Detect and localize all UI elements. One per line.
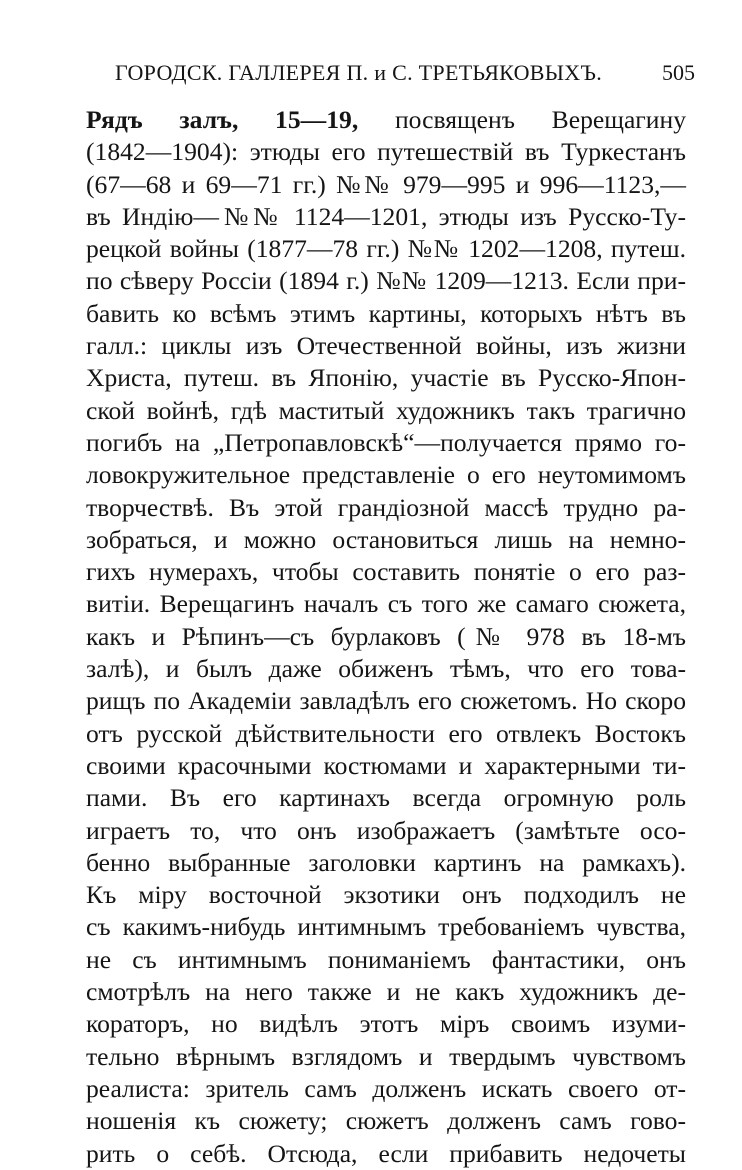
text-line: творчествѣ. Въ этой грандіозной массѣ трудно ра- [86, 492, 686, 522]
text-line: кораторъ, но видѣлъ этотъ міръ своимъ изуми- [86, 1009, 686, 1039]
text-line: пами. Въ его картинахъ всегда огромную роль [86, 783, 686, 813]
text-line: по сѣверу Россіи (1894 г.) №№ 1209—1213. Если при- [86, 266, 686, 296]
text-line: играетъ то, что онъ изображаетъ (замѣтьте осо- [86, 815, 686, 845]
text-line: витіи. Верещагинъ началъ съ того же самаго сюжета, [86, 589, 686, 619]
running-title: ГОРОДСК. ГАЛЛЕРЕЯ П. и С. ТРЕТЬЯКОВЫХЪ. [115, 60, 603, 85]
text-line: въ Индію—№№ 1124—1201, этюды изъ Русско-Ту- [86, 201, 686, 231]
text-line: (1842—1904): этюды его путешествій въ Туркестанъ [86, 137, 686, 167]
text-line: рецкой войны (1877—78 гг.) №№ 1202—1208, путеш. [86, 234, 686, 264]
text-line: погибъ на „Петропавловскѣ“—получается прямо го- [86, 427, 686, 457]
text-line: рищъ по Академіи завладѣлъ его сюжетомъ. Но скоро [86, 686, 686, 716]
text-line: бавить ко всѣмъ этимъ картины, которыхъ нѣтъ въ [86, 298, 686, 328]
body-text [86, 104, 686, 1170]
text-line: не съ интимнымъ пониманіемъ фантастики, онъ [86, 944, 686, 974]
text-line: галл.: циклы изъ Отечественной войны, изъ жизни [86, 331, 686, 361]
text-line: залѣ), и былъ даже обиженъ тѣмъ, что его това- [86, 654, 686, 684]
text-line: зобраться, и можно остановиться лишь на немно- [86, 524, 686, 554]
text-line: съ какимъ-нибудь интимнымъ требованіемъ чувства, [86, 912, 686, 942]
section-heading: Рядъ залъ, 15—19, [86, 105, 359, 134]
text-line: смотрѣлъ на него также и не какъ художникъ де- [86, 977, 686, 1007]
text-line: ношенія къ сюжету; сюжетъ долженъ самъ гово- [86, 1106, 686, 1136]
text-line: (67—68 и 69—71 гг.) №№ 979—995 и 996—1123,— [86, 169, 686, 199]
text-line [86, 104, 686, 136]
text-line: бенно выбранные заголовки картинъ на рамкахъ). [86, 847, 686, 877]
text-line: тельно вѣрнымъ взглядомъ и твердымъ чувствомъ [86, 1041, 686, 1071]
text-line: отъ русской дѣйствительности его отвлекъ Востокъ [86, 718, 686, 748]
text-line: ловокружительное представленіе о его неутомимомъ [86, 460, 686, 490]
page-number: 505 [662, 60, 695, 85]
text-line: гихъ нумерахъ, чтобы составить понятіе о его раз- [86, 557, 686, 587]
text-line: реалиста: зритель самъ долженъ искать своего от- [86, 1073, 686, 1103]
text-line: рить о себѣ. Отсюда, если прибавить недочеты [86, 1138, 686, 1168]
text-line: какъ и Рѣпинъ—съ бурлаковъ (№ 978 въ 18-мъ [86, 621, 686, 651]
running-head [115, 58, 695, 88]
text-line: Къ міру восточной экзотики онъ подходилъ не [86, 880, 686, 910]
first-line-rest: посвященъ Верещагину [394, 105, 686, 134]
text-line: Христа, путеш. въ Японію, участіе въ Русско-Япон- [86, 363, 686, 393]
text-line: ской войнѣ, гдѣ маститый художникъ такъ трагично [86, 395, 686, 425]
text-line: своими красочными костюмами и характерными ти- [86, 750, 686, 780]
